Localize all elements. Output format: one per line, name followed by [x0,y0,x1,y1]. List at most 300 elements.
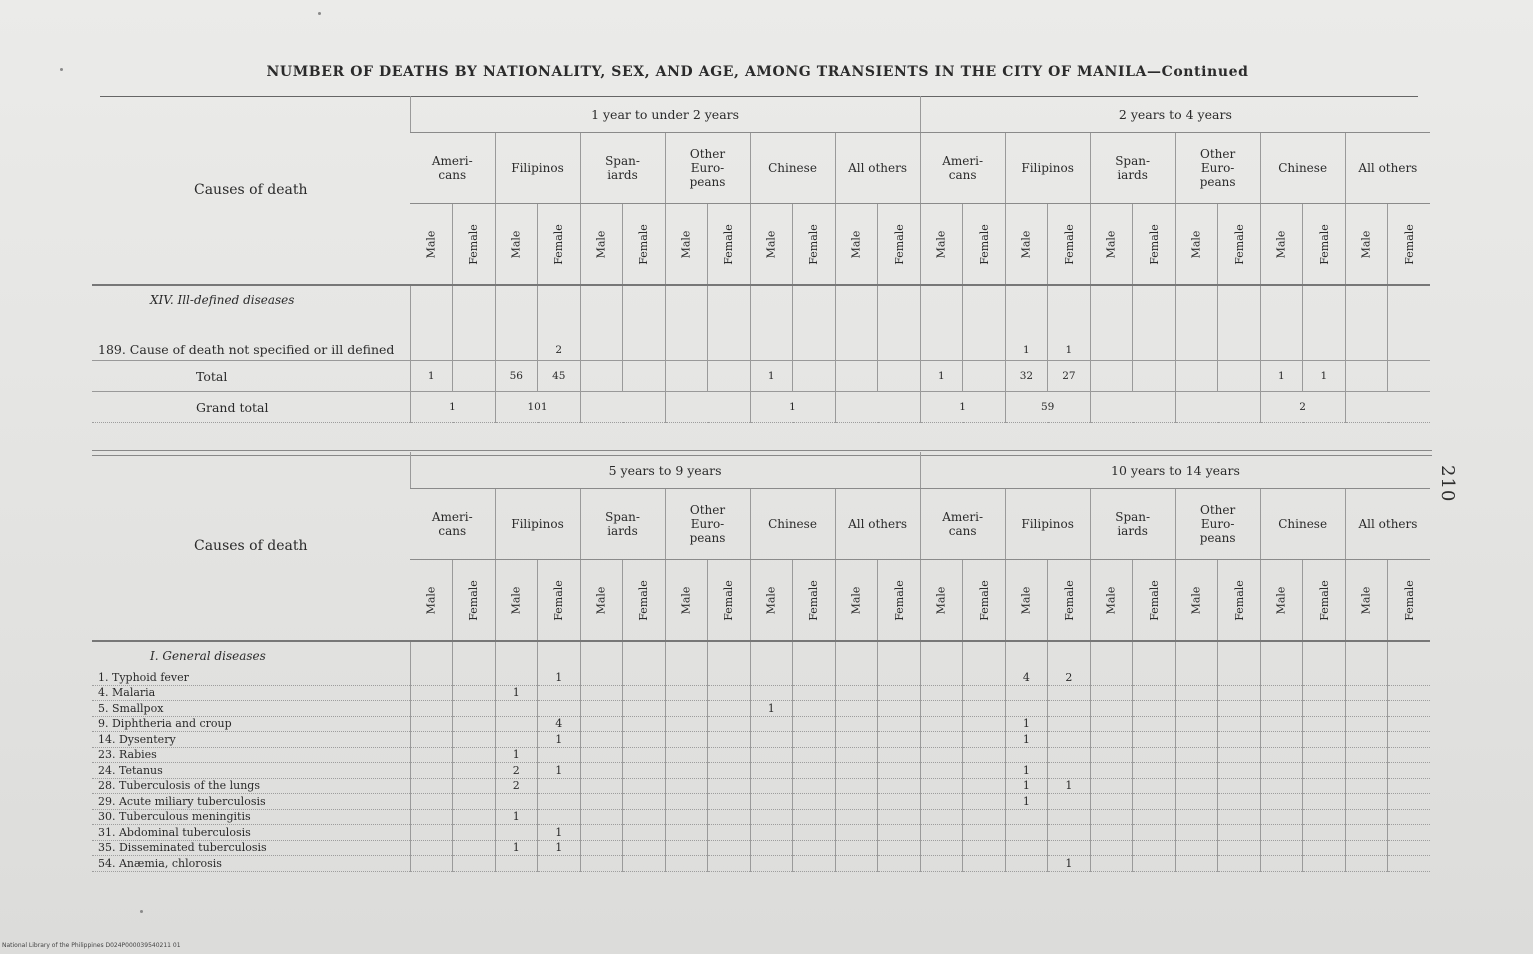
count-cell [920,670,963,685]
sex-label: Female [1317,223,1331,265]
age-group-header: 5 years to 9 years [410,452,920,489]
sex-label: Male [764,230,778,258]
empty-cell [920,641,963,670]
empty-cell [580,641,623,670]
count-cell [1133,701,1176,717]
count-cell [1133,794,1176,810]
count-cell [1345,732,1388,748]
count-cell: 1 [1005,763,1048,779]
total-cell: 45 [538,361,581,392]
count-cell [580,670,623,685]
age-group-header: 2 years to 4 years [920,96,1430,133]
count-cell [1345,685,1388,701]
count-cell [750,732,793,748]
count-cell [1345,716,1388,732]
count-cell [665,716,708,732]
count-cell [1005,701,1048,717]
count-cell [878,778,921,794]
sex-label: Female [977,223,991,265]
total-cell: 27 [1048,361,1091,392]
female-header [453,560,496,642]
empty-cell [1005,641,1048,670]
nationality-label: Span-iards [1115,510,1151,538]
grand-total-cell: 59 [1005,392,1090,423]
age-group-header: 1 year to under 2 years [410,96,920,133]
count-cell [580,794,623,810]
count-cell [1260,716,1303,732]
count-cell [835,732,878,748]
count-cell [1388,685,1431,701]
count-cell [453,670,496,685]
table-block-1 [92,96,1430,423]
count-cell [920,778,963,794]
male-header [750,204,793,286]
female-header [1133,204,1176,286]
count-cell [495,732,538,748]
count-cell [920,856,963,872]
grand-total-row [92,392,1430,423]
count-cell [1218,747,1261,763]
count-cell [1133,825,1176,841]
count-cell [750,716,793,732]
count-cell [920,716,963,732]
count-cell [963,716,1006,732]
count-cell [1218,778,1261,794]
cause-text: 23. Rabies [98,748,157,762]
count-cell [963,732,1006,748]
count-cell [920,763,963,779]
sex-label: Male [1019,586,1033,614]
nationality-label: Chinese [1278,517,1328,531]
count-cell [623,685,666,701]
female-header [1303,560,1346,642]
total-cell [1388,361,1431,392]
cause-text: 189. Cause of death not specified or ill defined [98,342,395,357]
empty-cell [665,641,708,670]
count-cell [580,716,623,732]
count-cell [410,670,453,685]
count-cell [793,314,836,361]
count-cell [1388,840,1431,856]
count-cell [665,763,708,779]
cause-text: 31. Abdominal tuberculosis [98,825,251,839]
count-cell [1175,840,1218,856]
count-cell [1345,840,1388,856]
empty-cell [793,285,836,314]
count-cell [410,732,453,748]
total-cell [1133,361,1176,392]
count-cell [665,809,708,825]
count-cell [835,825,878,841]
page-number: 210 [1437,465,1458,503]
male-header [495,204,538,286]
count-cell [665,856,708,872]
count-cell [1260,794,1303,810]
count-cell [963,856,1006,872]
count-cell [1303,794,1346,810]
count-cell [410,778,453,794]
count-cell [410,840,453,856]
cause-text: 9. Diphtheria and croup [98,717,232,731]
count-cell [835,794,878,810]
count-cell [1090,314,1133,361]
count-cell [1090,747,1133,763]
nationality-header [1090,489,1175,560]
cause-text: 28. Tuberculosis of the lungs [98,779,260,793]
nationality-header [1260,489,1345,560]
count-cell [1048,685,1091,701]
header-row-age [92,96,1430,133]
count-cell [1133,856,1176,872]
grand-total-cell [1090,392,1175,423]
count-cell [623,794,666,810]
count-cell [708,314,751,361]
empty-cell [963,641,1006,670]
count-cell [878,809,921,825]
sex-label: Female [892,223,906,265]
count-cell [453,314,496,361]
count-cell [878,825,921,841]
grand-total-label: Grand total [92,392,410,423]
count-cell [1175,685,1218,701]
male-header [495,560,538,642]
count-cell [1175,763,1218,779]
nationality-label: All others [848,517,908,531]
count-cell [1218,732,1261,748]
sex-label: Female [467,579,481,621]
female-header [538,560,581,642]
empty-cell [453,641,496,670]
grand-total-cell: 2 [1260,392,1345,423]
count-cell [538,794,581,810]
count-cell [453,778,496,794]
sex-label: Male [849,230,863,258]
empty-cell [538,641,581,670]
count-cell [835,840,878,856]
sex-label: Female [1402,579,1416,621]
count-cell [1175,732,1218,748]
count-cell [708,825,751,841]
count-cell [793,670,836,685]
count-cell [1005,809,1048,825]
section-heading: I. General diseases [150,649,266,663]
count-cell [1218,825,1261,841]
scan-speck [318,12,321,15]
total-cell [963,361,1006,392]
count-cell [1388,809,1431,825]
count-cell [1260,747,1303,763]
cause-text: 5. Smallpox [98,701,164,715]
nationality-header [835,133,920,204]
sex-label: Female [1147,223,1161,265]
empty-cell [1260,641,1303,670]
count-cell [708,685,751,701]
count-cell [835,763,878,779]
count-cell: 1 [1048,778,1091,794]
count-cell [580,825,623,841]
count-cell [835,670,878,685]
count-cell [1218,794,1261,810]
count-cell [495,856,538,872]
count-cell [1048,747,1091,763]
count-cell [793,856,836,872]
count-cell [1345,670,1388,685]
sex-label: Female [722,579,736,621]
male-header [1260,204,1303,286]
count-cell [1218,763,1261,779]
count-cell [793,732,836,748]
total-cell [793,361,836,392]
table-row [92,763,1430,779]
count-cell [1303,701,1346,717]
nationality-header [495,133,580,204]
count-cell [665,840,708,856]
male-header [665,204,708,286]
total-cell [453,361,496,392]
count-cell [1345,763,1388,779]
causes-of-death-header: Causes of death [92,96,410,285]
count-cell [665,794,708,810]
count-cell [1388,732,1431,748]
sex-label: Female [1402,223,1416,265]
nationality-header [495,489,580,560]
total-cell: 1 [1303,361,1346,392]
female-header [708,204,751,286]
count-cell [708,716,751,732]
count-cell [835,856,878,872]
female-header [1388,204,1431,286]
count-cell [453,763,496,779]
table-row [92,840,1430,856]
count-cell [1090,856,1133,872]
count-cell [623,670,666,685]
count-cell [835,778,878,794]
count-cell [878,314,921,361]
empty-cell [1303,285,1346,314]
nationality-header [1260,133,1345,204]
count-cell [1303,314,1346,361]
empty-cell [708,641,751,670]
male-header [1090,204,1133,286]
total-cell [878,361,921,392]
sex-label: Male [424,586,438,614]
total-cell [1090,361,1133,392]
nationality-label: Other Euro-peans [689,503,726,545]
cause-text: 35. Disseminated tuberculosis [98,841,267,855]
nationality-label: Ameri-cans [942,154,984,182]
count-cell [1133,840,1176,856]
count-cell [835,701,878,717]
count-cell [538,701,581,717]
count-cell [623,763,666,779]
count-cell [750,314,793,361]
count-cell [878,685,921,701]
female-header [538,204,581,286]
female-header [453,204,496,286]
count-cell [623,778,666,794]
sex-label: Male [594,230,608,258]
total-cell: 1 [750,361,793,392]
table-row [92,794,1430,810]
nationality-label: Other Euro-peans [1199,147,1236,189]
count-cell [495,794,538,810]
count-cell [1388,794,1431,810]
cause-text: 29. Acute miliary tuberculosis [98,794,266,808]
count-cell [793,778,836,794]
sex-label: Female [637,579,651,621]
count-cell [793,825,836,841]
empty-cell [623,285,666,314]
sex-label: Female [552,223,566,265]
total-label: Total [92,361,410,392]
count-cell [1260,778,1303,794]
empty-cell [1303,641,1346,670]
count-cell [410,794,453,810]
count-cell [665,670,708,685]
empty-cell [1133,641,1176,670]
count-cell [1218,314,1261,361]
count-cell [1090,825,1133,841]
count-cell [793,716,836,732]
male-header [410,560,453,642]
count-cell [1260,856,1303,872]
empty-cell [538,285,581,314]
empty-cell [1175,641,1218,670]
nationality-header [1005,489,1090,560]
male-header [1260,560,1303,642]
count-cell [453,685,496,701]
empty-cell [793,641,836,670]
sex-label: Female [807,579,821,621]
count-cell [1388,701,1431,717]
empty-cell [623,641,666,670]
empty-cell [1345,641,1388,670]
count-cell [495,716,538,732]
nationality-label: Other Euro-peans [1199,503,1236,545]
count-cell [1345,809,1388,825]
grand-total-cell [580,392,665,423]
count-cell [580,314,623,361]
section-heading: XIV. Ill-defined diseases [150,293,295,307]
female-header [793,204,836,286]
count-cell [963,670,1006,685]
nationality-label: All others [848,161,908,175]
count-cell [1005,685,1048,701]
sex-label: Male [1104,230,1118,258]
count-cell [1303,825,1346,841]
total-cell [835,361,878,392]
count-cell [1175,747,1218,763]
count-cell [793,685,836,701]
count-cell [623,701,666,717]
count-cell [1175,809,1218,825]
count-cell [1303,840,1346,856]
count-cell [1133,685,1176,701]
nationality-label: Ameri-cans [942,510,984,538]
nationality-label: Ameri-cans [431,510,473,538]
table-row [92,732,1430,748]
count-cell [665,685,708,701]
empty-cell [878,641,921,670]
count-cell [793,840,836,856]
cause-text: 1. Typhoid fever [98,670,189,684]
sex-label: Male [1019,230,1033,258]
count-cell [495,825,538,841]
count-cell [708,794,751,810]
total-cell [623,361,666,392]
count-cell [920,794,963,810]
count-cell [1175,856,1218,872]
empty-cell [453,285,496,314]
empty-cell [750,285,793,314]
female-header [1303,204,1346,286]
count-cell [750,763,793,779]
sex-label: Male [679,586,693,614]
count-cell [920,685,963,701]
cause-label [92,840,410,856]
count-cell [1090,763,1133,779]
female-header [1218,204,1261,286]
count-cell: 1 [495,809,538,825]
count-cell: 1 [1048,856,1091,872]
count-cell [1388,314,1431,361]
count-cell [623,825,666,841]
cause-label [92,794,410,810]
sex-label: Female [1232,579,1246,621]
total-cell [580,361,623,392]
female-header [1048,560,1091,642]
count-cell [708,809,751,825]
sex-label: Male [679,230,693,258]
count-cell [878,670,921,685]
total-cell: 1 [920,361,963,392]
count-cell [410,763,453,779]
count-cell [1048,794,1091,810]
count-cell [1388,856,1431,872]
count-cell [1090,685,1133,701]
count-cell: 1 [538,732,581,748]
sex-label: Male [509,230,523,258]
count-cell: 1 [1005,794,1048,810]
count-cell: 1 [1005,716,1048,732]
count-cell [580,840,623,856]
sex-label: Male [849,586,863,614]
total-cell: 1 [410,361,453,392]
count-cell [920,701,963,717]
count-cell [1048,809,1091,825]
count-cell [750,794,793,810]
count-cell [708,670,751,685]
count-cell [410,716,453,732]
cause-label [92,685,410,701]
data-table [92,96,1430,423]
male-header [410,204,453,286]
count-cell [1388,825,1431,841]
sex-label: Male [1274,586,1288,614]
table-row [92,685,1430,701]
sex-label: Female [1147,579,1161,621]
count-cell [1175,778,1218,794]
count-cell [1005,856,1048,872]
count-cell [1175,794,1218,810]
sex-label: Male [509,586,523,614]
count-cell [878,701,921,717]
count-cell [453,856,496,872]
count-cell [1345,856,1388,872]
count-cell [1090,778,1133,794]
count-cell [708,763,751,779]
female-header [1048,204,1091,286]
